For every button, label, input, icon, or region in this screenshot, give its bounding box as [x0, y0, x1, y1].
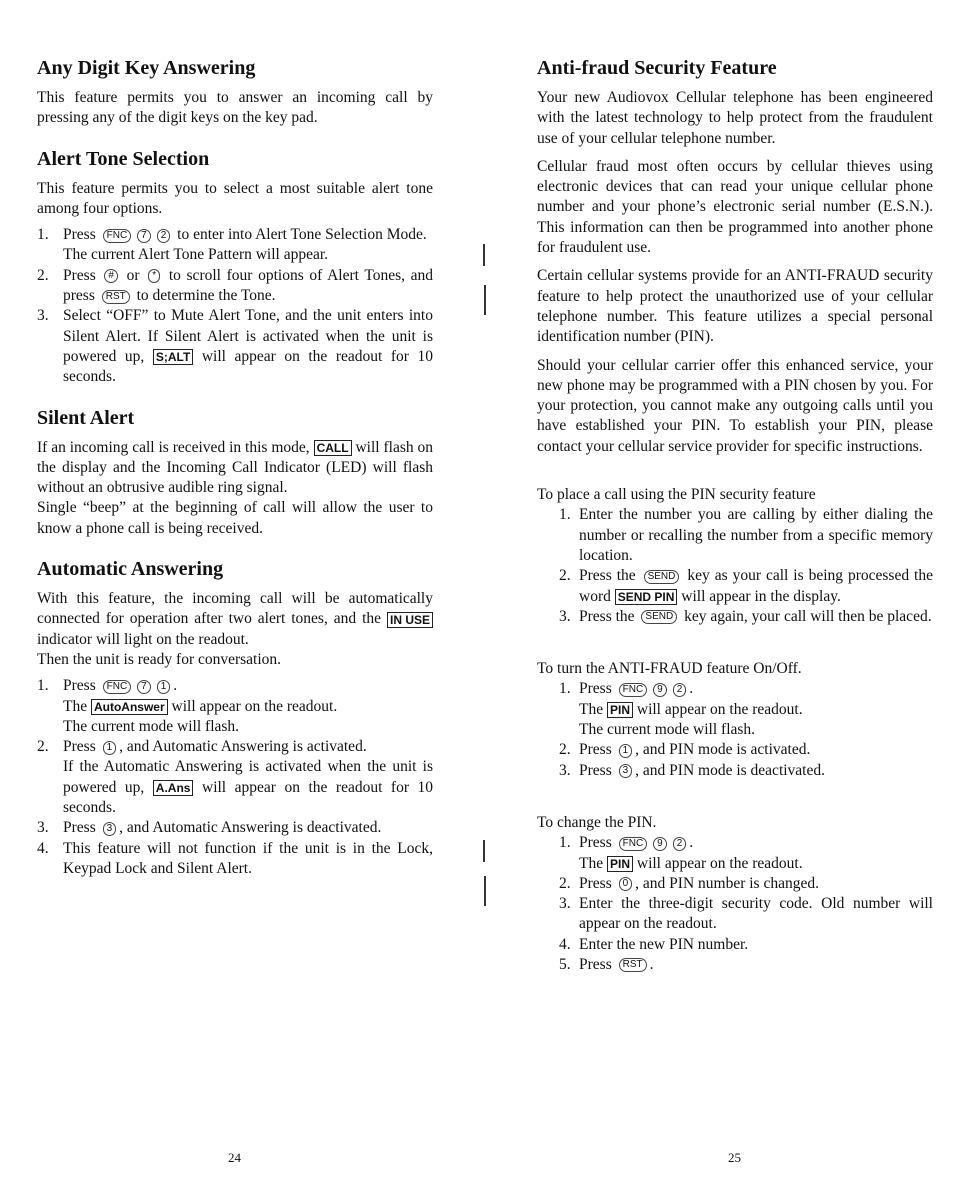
key-3-icon: 3	[103, 822, 117, 836]
list-item: 4. This feature will not function if the unit is in the Lock, Keypad Lock and Silent Alert.	[37, 839, 433, 877]
list-item: 2. Press the SEND key as your call is being processed the word SEND PIN will appear in the display.	[559, 567, 933, 605]
paragraph: With this feature, the incoming call will be automatically connected for operation after two alert tones, and the IN USE indicator will light on the readout.	[37, 590, 433, 648]
steps-list	[537, 679, 933, 780]
paragraph: Then the unit is ready for conversation.	[37, 650, 282, 668]
pin-indicator: PIN	[607, 702, 633, 718]
paragraph: Should your cellular carrier offer this enhanced service, your new phone may be programmed with a PIN chosen by you. For your protection, you cannot make any outgoing calls until you have established your PIN. To establish your PIN, please contact your cellular service provider for specific instructions.	[537, 356, 933, 455]
section-alert-tone	[37, 147, 433, 388]
key-3-icon: 3	[619, 764, 633, 778]
key-9-icon: 9	[653, 683, 667, 697]
section-change-pin	[537, 813, 933, 975]
list-item: 3. Press the SEND key again, your call will then be placed.	[559, 607, 932, 625]
key-2-icon: 2	[673, 683, 687, 697]
send-pin-indicator: SEND PIN	[615, 589, 678, 605]
send-key-icon: SEND	[641, 610, 677, 624]
section-title: Alert Tone Selection	[37, 147, 210, 170]
right-column	[537, 56, 933, 975]
list-item: 1. Press FNC 9 2 . The PIN will appear on the readout. The current mode will flash.	[559, 680, 803, 739]
scan-mark	[484, 876, 486, 906]
steps-list	[37, 676, 433, 879]
section-title: Silent Alert	[37, 406, 135, 429]
a-ans-indicator: A.Ans	[153, 780, 194, 796]
list-item: 3. Press 3 , and Automatic Answering is deactivated.	[37, 819, 382, 837]
paragraph: Single “beep” at the beginning of call will allow the user to know a phone call is being received.	[37, 499, 433, 537]
list-item: 2. Press 1 , and PIN mode is activated.	[559, 741, 811, 759]
page-number-left: 24	[228, 1150, 241, 1165]
silent-alert-indicator: S;ALT	[153, 349, 193, 365]
list-item: 2. Press # or * to scroll four options of Alert Tones, and press RST to determine the Tone.	[37, 266, 434, 305]
fnc-key-icon: FNC	[103, 229, 132, 243]
list-item: 3. Select “OFF” to Mute Alert Tone, and the unit enters into Silent Alert. If Silent Alert is activated when the unit is powered up, S;ALT will appear on the readout for 10 seconds.	[37, 307, 433, 386]
fnc-key-icon: FNC	[619, 837, 648, 851]
key-0-icon: 0	[619, 877, 633, 891]
section-any-digit-key	[37, 56, 433, 129]
list-item: 1. Press FNC 7 2 to enter into Alert Tone Selection Mode. The current Alert Tone Pattern will appear.	[37, 226, 427, 264]
page-number-right: 25	[728, 1150, 741, 1165]
star-key-icon: *	[148, 269, 160, 283]
key-7-icon: 7	[137, 680, 151, 694]
key-2-icon: 2	[157, 229, 171, 243]
list-item: 5. Press RST .	[559, 955, 654, 973]
list-item: 2. Press 0 , and PIN number is changed.	[559, 874, 819, 892]
list-item: 1. Enter the number you are calling by either dialing the number or recalling the number from a specific memory location.	[559, 506, 933, 564]
paragraph: Certain cellular systems provide for an ANTI-FRAUD security feature to help protect the unauthorized use of your cellular telephone number. This feature utilizes a special personal identification number (PIN).	[537, 267, 933, 346]
key-9-icon: 9	[653, 837, 667, 851]
in-use-indicator: IN USE	[387, 612, 433, 628]
lead-text: To change the PIN.	[537, 813, 657, 831]
call-indicator: CALL	[314, 440, 352, 456]
paragraph: This feature permits you to answer an incoming call by pressing any of the digit keys on the key pad.	[37, 89, 433, 127]
section-title: Anti-fraud Security Feature	[537, 57, 777, 79]
autoanswer-indicator: AutoAnswer	[91, 699, 168, 715]
scan-mark	[483, 244, 485, 266]
fnc-key-icon: FNC	[619, 683, 648, 697]
list-item: 3. Press 3 , and PIN mode is deactivated.	[559, 761, 825, 779]
section-title: Automatic Answering	[37, 558, 224, 581]
list-item: 1. Press FNC 7 1 . The AutoAnswer will appear on the readout. The current mode will flash.	[37, 677, 338, 735]
fnc-key-icon: FNC	[103, 680, 132, 694]
rst-key-icon: RST	[102, 290, 130, 304]
paragraph: Cellular fraud most often occurs by cellular thieves using electronic devices that can read your unique cellular phone number and your phone’s electronic serial number (E.S.N.). This information can then be programmed into another phone for fraudulent use.	[537, 157, 933, 257]
section-toggle-anti-fraud	[537, 659, 933, 781]
section-silent-alert	[37, 406, 433, 539]
pound-key-icon: #	[104, 269, 118, 283]
list-item: 1. Press FNC 9 2 . The PIN will appear on the readout.	[559, 834, 803, 872]
pin-indicator: PIN	[607, 856, 633, 872]
paragraph: This feature permits you to select a most suitable alert tone among four options.	[37, 179, 433, 217]
scan-mark	[484, 285, 486, 315]
key-2-icon: 2	[673, 837, 687, 851]
steps-list	[537, 505, 933, 627]
steps-list	[537, 833, 933, 975]
section-automatic-answering	[37, 557, 433, 879]
lead-text: To turn the ANTI-FRAUD feature On/Off.	[537, 660, 802, 678]
rst-key-icon: RST	[619, 958, 647, 972]
steps-list	[37, 225, 433, 387]
section-anti-fraud	[537, 56, 933, 457]
section-place-call	[537, 485, 933, 627]
list-item: 3. Enter the three-digit security code. Old number will appear on the readout.	[559, 895, 933, 933]
key-1-icon: 1	[157, 680, 171, 694]
left-column	[37, 56, 433, 897]
list-item: 4. Enter the new PIN number.	[559, 935, 749, 953]
list-item: 2. Press 1 , and Automatic Answering is activated. If the Automatic Answering is activated when the unit is powered up, A.Ans will appear on the readout for 10 seconds.	[37, 738, 434, 817]
key-1-icon: 1	[619, 744, 633, 758]
section-title: Any Digit Key Answering	[37, 57, 256, 79]
key-7-icon: 7	[137, 229, 151, 243]
paragraph: If an incoming call is received in this mode, CALL will flash on the display and the Incoming Call Indicator (LED) will flash without an obtrusive audible ring signal.	[37, 438, 434, 497]
key-1-icon: 1	[103, 741, 117, 755]
send-key-icon: SEND	[644, 570, 680, 584]
lead-text: To place a call using the PIN security feature	[537, 486, 816, 504]
paragraph: Your new Audiovox Cellular telephone has been engineered with the latest technology to help protect from the fraudulent use of your cellular telephone number.	[537, 89, 933, 147]
scan-mark	[483, 840, 485, 862]
